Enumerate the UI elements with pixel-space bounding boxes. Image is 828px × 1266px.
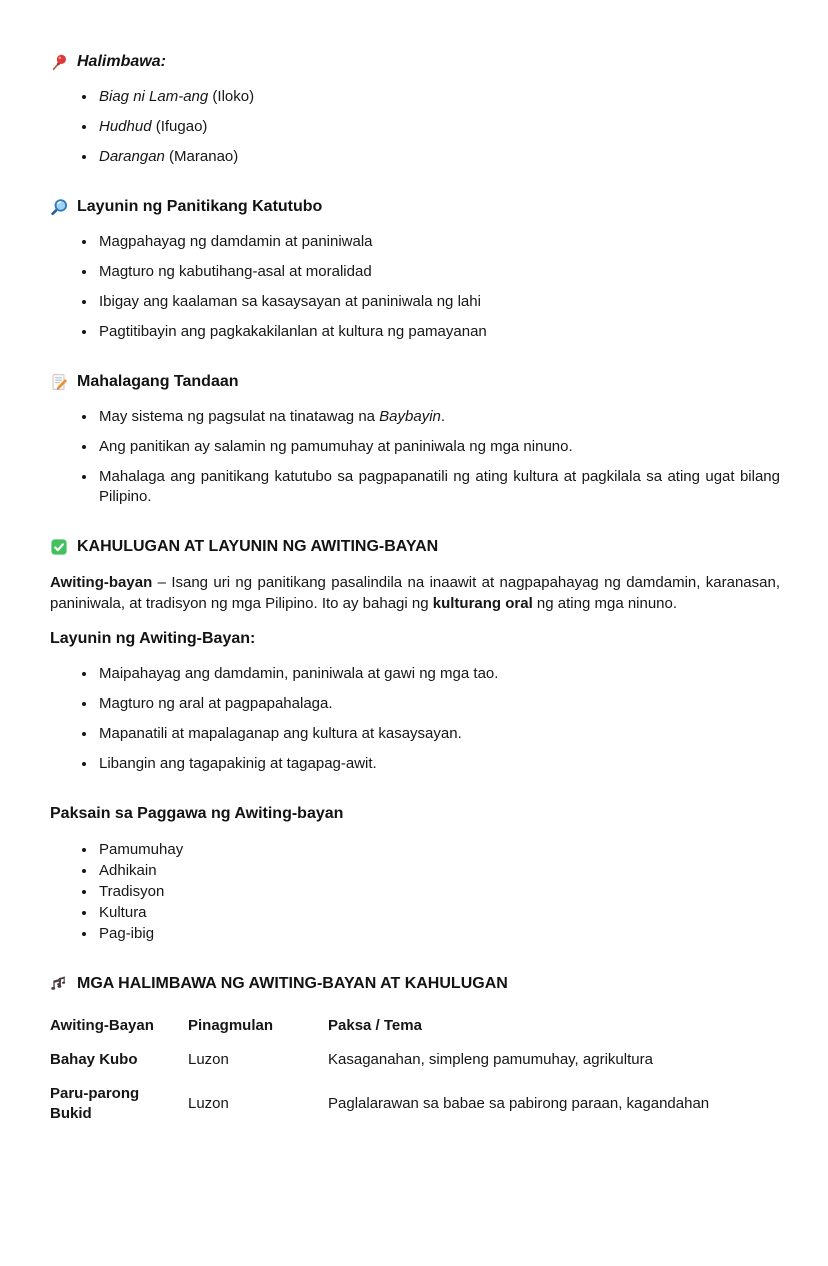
item-text: .: [440, 408, 446, 425]
item-italic: Hudhud: [99, 118, 152, 135]
section-layunin-katutubo: [50, 197, 780, 342]
list-item: • Adhikain: [97, 860, 780, 881]
table-header-row: [50, 1009, 780, 1043]
item-text: (Iloko): [208, 88, 255, 105]
cell-theme: Kasaganahan, simpleng pamumuhay, agrikultura: [328, 1051, 653, 1068]
section-halimbawa: [50, 52, 780, 167]
awiting-bayan-table: [50, 1009, 780, 1131]
item-text: May sistema ng pagsulat na tinatawag na: [99, 408, 380, 425]
cell-theme: Paglalarawan sa babae sa pabirong paraan, kagandahan: [328, 1095, 710, 1112]
item-text: Ang panitikan ay salamin ng pamumuhay at paniniwala ng mga ninuno.: [99, 438, 573, 455]
list-item: [97, 117, 780, 137]
list-item: • Libangin ang tagapakinig at tagapag-awit.: [97, 754, 780, 774]
halimbawa-list: [50, 87, 780, 167]
list-item: • Magturo ng aral at pagpapahalaga.: [97, 694, 780, 714]
pushpin-icon: [50, 53, 68, 71]
item-italic: Baybayin: [379, 408, 441, 425]
paragraph-text: – Isang uri ng panitikang pasalindila na inaawit at nagpapahayag ng damdamin, karanasan, paniniwala, at tradisyon ng mga Pilipino. Ito ay bahagi ng: [50, 574, 780, 612]
layunin-awiting-list: [50, 664, 780, 774]
list-item: • Mapanatili at mapalaganap ang kultura at kasaysayan.: [97, 724, 780, 744]
list-item: • Ibigay ang kaalaman sa kasaysayan at paniniwala ng lahi: [97, 292, 780, 312]
list-item: • Magturo ng kabutihang-asal at moralidad: [97, 262, 780, 282]
section-halimbawa-heading: [50, 52, 780, 72]
section-title: Halimbawa:: [77, 53, 166, 70]
list-item: • Maipahayag ang damdamin, paniniwala at gawi ng mga tao.: [97, 664, 780, 684]
item-text: (Maranao): [164, 148, 239, 165]
section-tandaan: [50, 372, 780, 507]
section-title: Mahalagang Tandaan: [77, 373, 239, 390]
item-italic: Darangan: [99, 148, 165, 165]
list-item: [97, 87, 780, 107]
list-item: • Pagtitibayin ang pagkakakilanlan at kultura ng pamayanan: [97, 322, 780, 342]
kahulugan-paragraph: [50, 572, 780, 614]
list-item: • Pamumuhay: [97, 839, 780, 860]
table-header-song: Awiting-Bayan: [50, 1017, 154, 1034]
cell-origin: Luzon: [188, 1095, 229, 1112]
section-tandaan-heading: [50, 372, 780, 392]
list-item: [97, 437, 780, 457]
paragraph-text: ng ating mga ninuno.: [532, 595, 678, 612]
table-header-origin: Pinagmulan: [188, 1017, 274, 1034]
section-title: Paksain sa Paggawa ng Awiting-bayan: [50, 805, 344, 822]
music-notes-icon: [50, 975, 68, 993]
section-mga-halimbawa: [50, 974, 780, 1131]
item-text: (Ifugao): [151, 118, 208, 135]
section-paksain-heading: [50, 804, 780, 824]
item-text: Mahalaga ang panitikang katutubo sa pagpapanatili ng ating kultura at pagkilala sa ating ugat bilang Pilipino.: [99, 468, 780, 505]
section-title: MGA HALIMBAWA NG AWITING-BAYAN AT KAHULUGAN: [77, 975, 508, 992]
section-title: KAHULUGAN AT LAYUNIN NG AWITING-BAYAN: [77, 538, 439, 555]
magnifier-icon: [50, 198, 68, 216]
section-kahulugan: [50, 537, 780, 614]
section-layunin-awiting: [50, 629, 780, 774]
cell-origin: Luzon: [188, 1051, 229, 1068]
tandaan-list: [50, 407, 780, 507]
paksain-list: [50, 839, 780, 944]
table-row: [50, 1043, 780, 1077]
section-paksain: [50, 804, 780, 944]
table-row: [50, 1077, 780, 1131]
list-item: [97, 467, 780, 507]
list-item: • Pag-ibig: [97, 923, 780, 944]
check-icon: [50, 538, 68, 556]
paragraph-bold: Awiting-bayan: [50, 574, 153, 591]
section-title: Layunin ng Panitikang Katutubo: [77, 198, 323, 215]
section-title: Layunin ng Awiting-Bayan:: [50, 630, 256, 647]
paragraph-bold: kulturang oral: [432, 595, 533, 612]
list-item: • Tradisyon: [97, 881, 780, 902]
layunin-katutubo-list: [50, 232, 780, 342]
table-header-theme: Paksa / Tema: [328, 1017, 422, 1034]
section-layunin-awiting-heading: [50, 629, 780, 649]
cell-song: Paru-parong Bukid: [50, 1085, 140, 1122]
list-item: • Magpahayag ng damdamin at paniniwala: [97, 232, 780, 252]
list-item: [97, 147, 780, 167]
memo-icon: [50, 373, 68, 391]
section-layunin-katutubo-heading: [50, 197, 780, 217]
cell-song: Bahay Kubo: [50, 1051, 138, 1068]
item-italic: Biag ni Lam-ang: [99, 88, 209, 105]
list-item: [97, 407, 780, 427]
section-kahulugan-heading: [50, 537, 780, 557]
section-mga-halimbawa-heading: [50, 974, 780, 994]
list-item: • Kultura: [97, 902, 780, 923]
